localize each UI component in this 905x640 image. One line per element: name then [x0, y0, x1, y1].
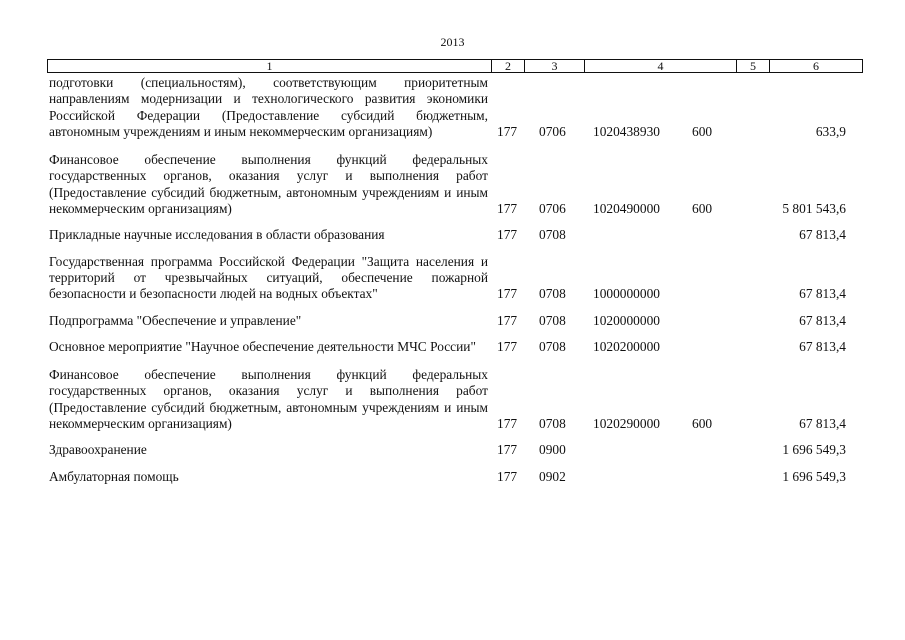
- header-col-3: 3: [524, 60, 584, 72]
- row-col2: 177: [497, 201, 518, 217]
- row-col6: 67 813,4: [799, 416, 846, 432]
- row-col5: 600: [692, 123, 713, 139]
- table-row: [0, 254, 905, 303]
- row-col2: 177: [497, 227, 518, 243]
- page-number: 2013: [440, 35, 465, 49]
- table-row: [0, 442, 905, 458]
- row-description: Государственная программа Российской Федерации "Защита населения и территорий от чрезвычайных ситуаций, обеспечение пожарной безопасности и безопасности людей на водных объектах": [49, 253, 488, 302]
- row-col3: 0708: [539, 286, 566, 302]
- row-description: Подпрограмма "Обеспечение и управление": [49, 312, 302, 328]
- row-col6: 1 696 549,3: [782, 468, 846, 484]
- row-col6: 633,9: [815, 123, 846, 139]
- row-col2: 177: [497, 468, 518, 484]
- table-row: [0, 152, 905, 217]
- row-description: Амбулаторная помощь: [49, 468, 179, 484]
- row-col4: 1020000000: [593, 312, 660, 328]
- row-description: Финансовое обеспечение выполнения функций федеральных государственных органов, оказания услуг и выполнения работ (Предоставление субсидий бюджетным, автономным учреждениям и иным некоммерческим организациям): [49, 152, 488, 217]
- row-col4: 1020200000: [593, 338, 660, 354]
- row-col6: 67 813,4: [799, 227, 846, 243]
- row-description: Прикладные научные исследования в области образования: [49, 227, 385, 243]
- row-col6: 67 813,4: [799, 286, 846, 302]
- table-row: [0, 75, 905, 140]
- row-col2: 177: [497, 416, 518, 432]
- row-col4: 1020290000: [593, 416, 660, 432]
- row-col3: 0900: [539, 442, 566, 458]
- row-col3: 0902: [539, 468, 566, 484]
- table-row: [0, 367, 905, 432]
- row-col3: 0706: [539, 201, 566, 217]
- row-col6: 67 813,4: [799, 338, 846, 354]
- row-col6: 5 801 543,6: [782, 201, 846, 217]
- row-col2: 177: [497, 338, 518, 354]
- row-col2: 177: [497, 442, 518, 458]
- row-description: Основное мероприятие "Научное обеспечение деятельности МЧС России": [49, 338, 476, 354]
- row-col3: 0708: [539, 312, 566, 328]
- row-col6: 1 696 549,3: [782, 442, 846, 458]
- row-col2: 177: [497, 286, 518, 302]
- row-col3: 0706: [539, 123, 566, 139]
- header-col-4: 4: [584, 60, 736, 72]
- header-col-2: 2: [491, 60, 524, 72]
- row-col3: 0708: [539, 416, 566, 432]
- row-col2: 177: [497, 123, 518, 139]
- table-header: [47, 59, 863, 73]
- table-row: [0, 227, 905, 243]
- row-col5: 600: [692, 201, 713, 217]
- row-description: Финансовое обеспечение выполнения функций федеральных государственных органов, оказания услуг и выполнения работ (Предоставление субсидий бюджетным, автономным учреждениям и иным некоммерческим организациям): [49, 367, 488, 432]
- row-col4: 1000000000: [593, 286, 660, 302]
- table-row: [0, 313, 905, 329]
- row-col2: 177: [497, 312, 518, 328]
- header-col-1: 1: [266, 59, 273, 73]
- table-body: [0, 75, 905, 485]
- table-row: [0, 469, 905, 485]
- row-col4: 1020438930: [593, 123, 660, 139]
- header-col-6: 6: [769, 60, 862, 72]
- header-col-5: 5: [736, 60, 769, 72]
- row-col3: 0708: [539, 338, 566, 354]
- table-row: [0, 339, 905, 355]
- row-description: Здравоохранение: [49, 442, 147, 458]
- row-col3: 0708: [539, 227, 566, 243]
- row-description: подготовки (специальностям), соответствующим приоритетным направлениям модернизации и технологического развития экономики Российской Федерации (Предоставление субсидий бюджетным, автономным учреждениям и иным некоммерческим организациям): [49, 75, 488, 139]
- row-col6: 67 813,4: [799, 312, 846, 328]
- row-col4: 1020490000: [593, 201, 660, 217]
- row-col5: 600: [692, 416, 713, 432]
